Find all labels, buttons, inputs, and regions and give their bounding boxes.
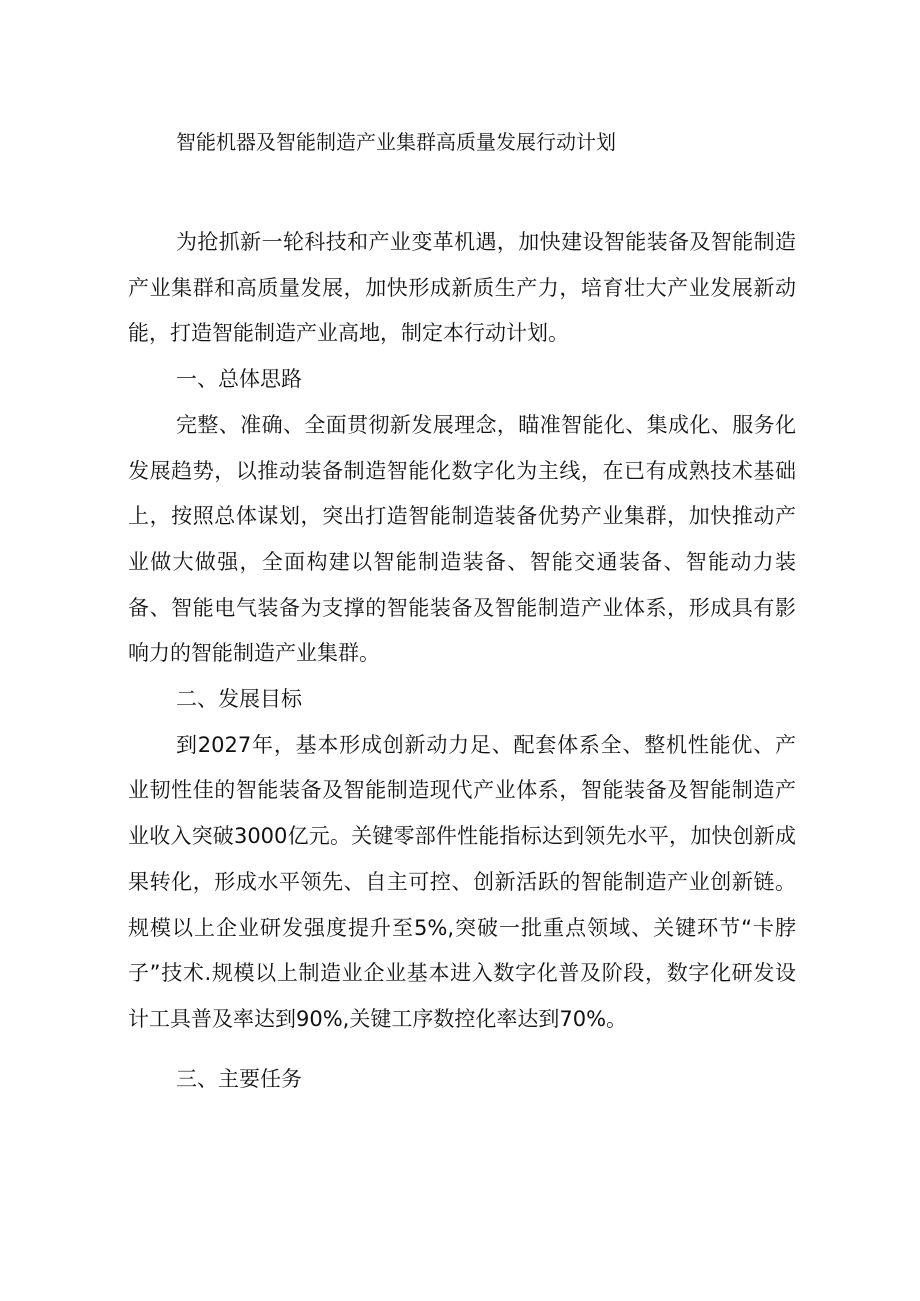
- section-1-paragraph: 完整、准确、全面贯彻新发展理念，瞄准智能化、集成化、服务化发展趋势，以推动装备制造智能化数字化为主线，在已有成熟技术基础上，按照总体谋划，突出打造智能制造装备优势产业集群，加快推动产业做大做强，全面构建以智能制造装备、智能交通装备、智能动力装备、智能电气装备为支撑的智能装备及智能制造产业体系，形成具有影响力的智能制造产业集群。: [128, 412, 796, 666]
- document-title: 智能机器及智能制造产业集群高质量发展行动计划: [176, 130, 616, 154]
- intro-paragraph: 为抢抓新一轮科技和产业变革机遇，加快建设智能装备及智能制造产业集群和高质量发展，加快形成新质生产力，培育壮大产业发展新动能，打造智能制造产业高地，制定本行动计划。: [128, 230, 796, 346]
- spacer: [128, 1043, 796, 1057]
- document-body: [128, 220, 796, 1102]
- section-2-paragraph: 到2027年，基本形成创新动力足、配套体系全、整机性能优、产业韧性佳的智能装备及智能制造现代产业体系，智能装备及智能制造产业收入突破3000亿元。关键零部件性能指标达到领先水平，加快创新成果转化，形成水平领先、自主可控、创新活跃的智能制造产业创新链。规模以上企业研发强度提升至5%,突破一批重点领域、关键环节“卡脖子”技术.规模以上制造业企业基本进入数字化普及阶段，数字化研发设计工具普及率达到90%,关键工序数控化率达到70%。: [128, 732, 796, 1031]
- section-1-heading: 一、总体思路: [176, 367, 302, 392]
- section-2-heading: 二、发展目标: [176, 687, 302, 712]
- section-3-heading: 三、主要任务: [176, 1066, 302, 1091]
